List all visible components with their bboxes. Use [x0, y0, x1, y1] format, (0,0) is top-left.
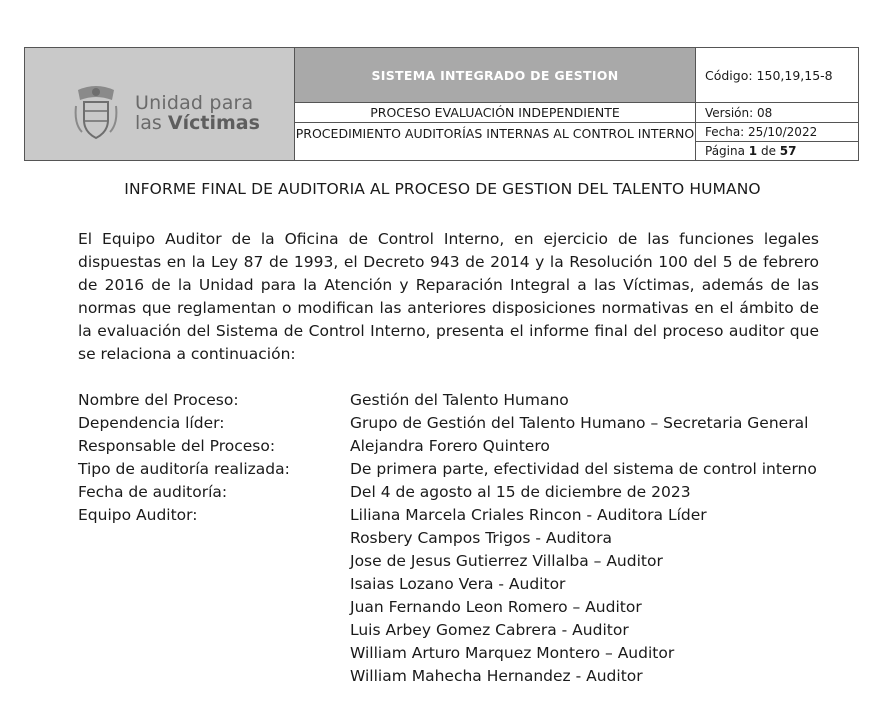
- field-label: Equipo Auditor:: [78, 506, 198, 524]
- document-code: Código: 150,19,15-8: [696, 48, 858, 103]
- field-value: Liliana Marcela Criales Rincon - Auditora Líder: [350, 506, 707, 524]
- field-label: Dependencia líder:: [78, 414, 225, 432]
- coat-of-arms-icon: [74, 84, 118, 140]
- field-row: [78, 596, 838, 619]
- field-row: [78, 619, 838, 642]
- logo-cell: [25, 48, 295, 160]
- field-value: Del 4 de agosto al 15 de diciembre de 2023: [350, 483, 691, 501]
- field-label: Responsable del Proceso:: [78, 437, 276, 455]
- intro-paragraph: El Equipo Auditor de la Oficina de Control Interno, en ejercicio de las funciones legales dispuestas en la Ley 87 de 1993, el Decreto 943 de 2014 y la Resolución 100 del 5 de febrero de 2016 de la Unidad para la Atención y Reparación Integral a las Víctimas, además de las normas que reglamentan o modifican las anteriores disposiciones normativas en el ámbito de la evaluación del Sistema de Control Interno, presenta el informe final del proceso auditor que se relaciona a continuación:: [78, 230, 819, 363]
- field-row: [78, 389, 838, 412]
- field-value: Juan Fernando Leon Romero – Auditor: [350, 598, 642, 616]
- field-label: Nombre del Proceso:: [78, 391, 239, 409]
- field-value: William Mahecha Hernandez - Auditor: [350, 667, 643, 685]
- system-title: SISTEMA INTEGRADO DE GESTION: [295, 48, 695, 103]
- field-row: [78, 642, 838, 665]
- procedure-name: PROCEDIMIENTO AUDITORÍAS INTERNAS AL CONTROL INTERNO: [295, 126, 695, 141]
- header-middle: [295, 48, 695, 160]
- field-value: Luis Arbey Gomez Cabrera - Auditor: [350, 621, 629, 639]
- field-row: [78, 504, 838, 527]
- report-title: INFORME FINAL DE AUDITORIA AL PROCESO DE GESTION DEL TALENTO HUMANO: [124, 180, 761, 198]
- field-row: [78, 435, 838, 458]
- field-value: Alejandra Forero Quintero: [350, 437, 550, 455]
- field-row: [78, 665, 838, 688]
- field-row: [78, 573, 838, 596]
- header-right: [695, 48, 858, 160]
- document-date: Fecha: 25/10/2022: [696, 123, 858, 142]
- process-name: PROCESO EVALUACIÓN INDEPENDIENTE: [295, 103, 695, 123]
- document-version: Versión: 08: [696, 103, 858, 123]
- field-row: [78, 412, 838, 435]
- field-row: [78, 481, 838, 504]
- page-number: Página 1 de 57: [705, 144, 797, 158]
- field-label: Tipo de auditoría realizada:: [78, 460, 290, 478]
- field-label: Fecha de auditoría:: [78, 483, 228, 501]
- field-value: William Arturo Marquez Montero – Auditor: [350, 644, 675, 662]
- field-row: [78, 458, 838, 481]
- document-header: [24, 47, 859, 161]
- field-value: Rosbery Campos Trigos - Auditora: [350, 529, 612, 547]
- report-fields: [78, 389, 838, 688]
- field-value: Gestión del Talento Humano: [350, 391, 569, 409]
- field-value: Isaias Lozano Vera - Auditor: [350, 575, 566, 593]
- field-value: De primera parte, efectividad del sistema de control interno: [350, 460, 817, 478]
- field-value: Grupo de Gestión del Talento Humano – Secretaria General: [350, 414, 809, 432]
- brand-line-2: las Víctimas: [135, 112, 260, 134]
- field-row: [78, 550, 838, 573]
- field-row: [78, 527, 838, 550]
- brand-line-1: Unidad para: [135, 92, 254, 114]
- field-value: Jose de Jesus Gutierrez Villalba – Auditor: [350, 552, 663, 570]
